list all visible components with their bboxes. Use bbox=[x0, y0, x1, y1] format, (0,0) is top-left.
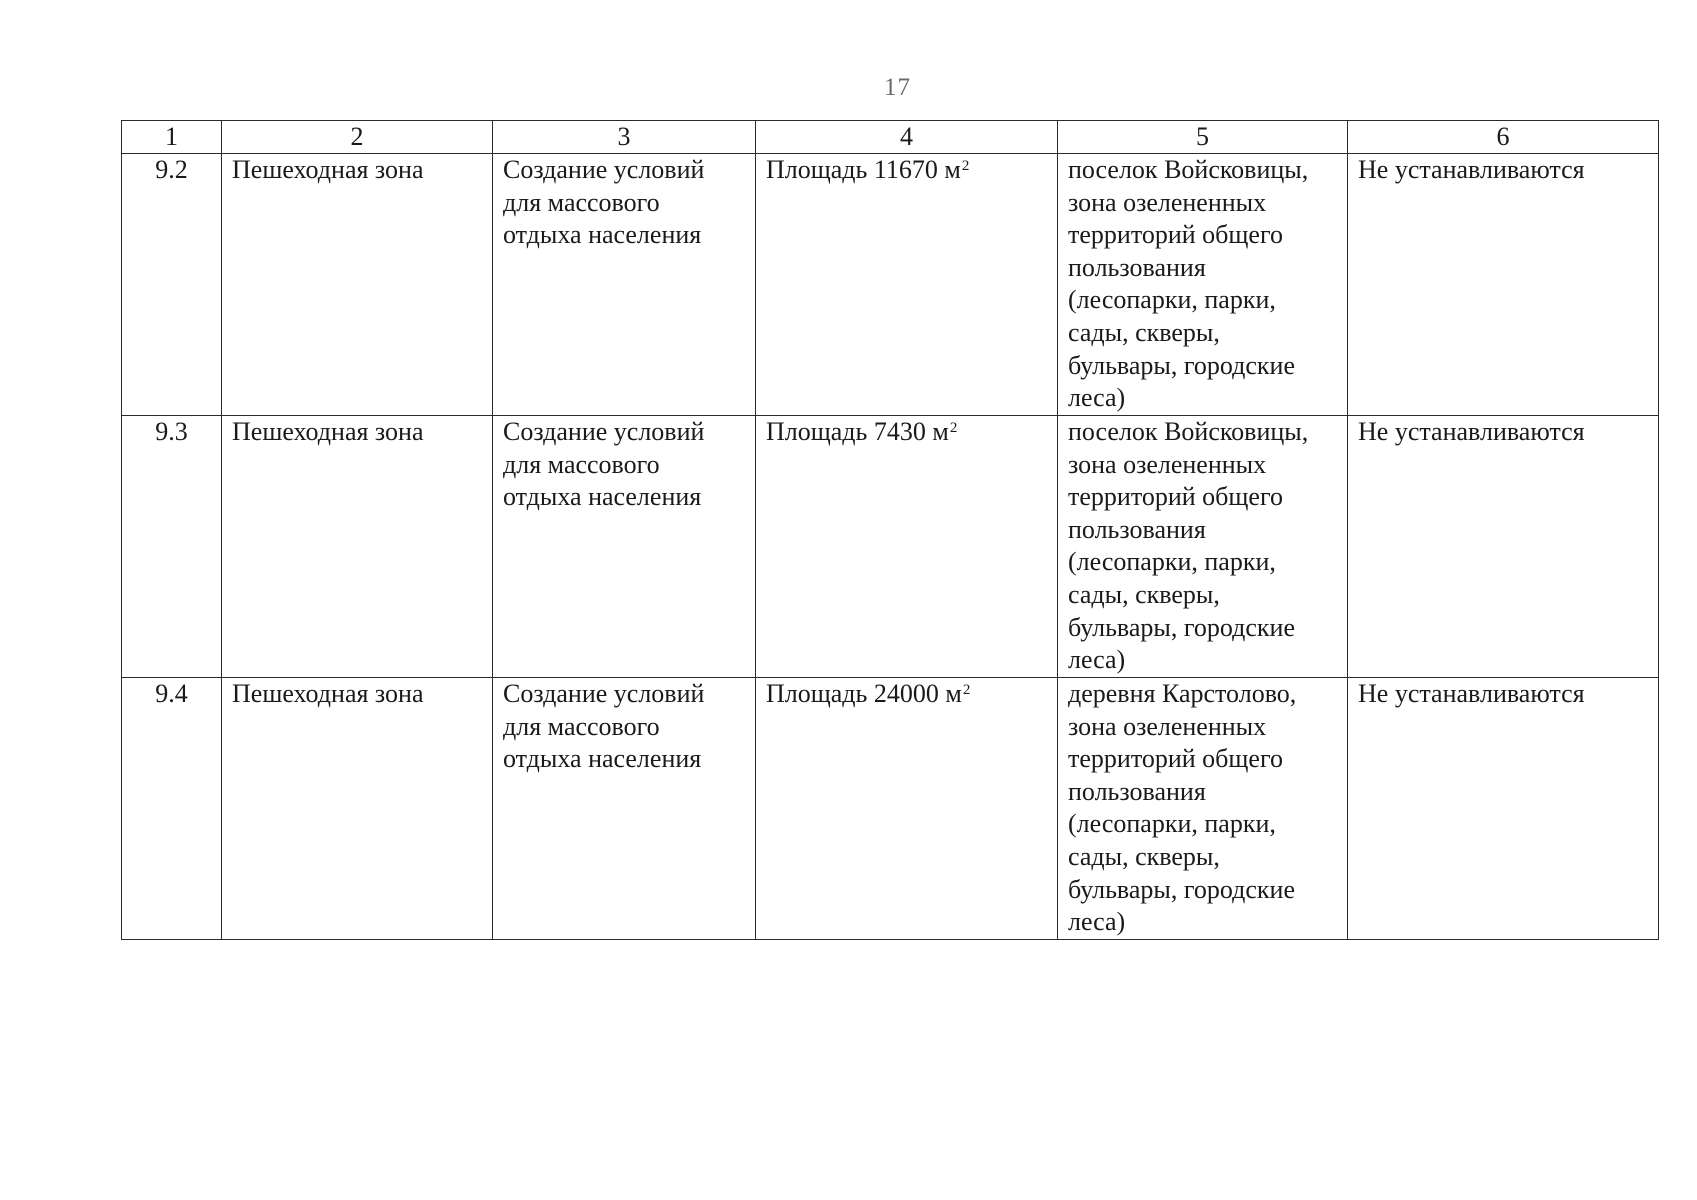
page-number: 17 bbox=[884, 74, 911, 101]
area-cell bbox=[756, 154, 1058, 416]
row-number-cell: 9.4 bbox=[122, 678, 222, 940]
purpose-cell: Создание условий для массового отдыха населения bbox=[493, 678, 756, 940]
restrictions-cell: Не устанавливаются bbox=[1348, 678, 1659, 940]
column-header-5: 5 bbox=[1058, 121, 1348, 154]
location-cell: поселок Войсковицы, зона озелененных территорий общего пользования (лесопарки, парки, сады, скверы, бульвары, городские леса) bbox=[1058, 154, 1348, 416]
area-cell bbox=[756, 678, 1058, 940]
column-header-2: 2 bbox=[222, 121, 493, 154]
area-cell bbox=[756, 416, 1058, 678]
restrictions-cell: Не устанавливаются bbox=[1348, 154, 1659, 416]
restrictions-cell: Не устанавливаются bbox=[1348, 416, 1659, 678]
purpose-cell: Создание условий для массового отдыха населения bbox=[493, 154, 756, 416]
column-header-1: 1 bbox=[122, 121, 222, 154]
zone-name-cell: Пешеходная зона bbox=[222, 154, 493, 416]
column-header-6: 6 bbox=[1348, 121, 1659, 154]
row-number-cell: 9.3 bbox=[122, 416, 222, 678]
column-header-3: 3 bbox=[493, 121, 756, 154]
zone-name-cell: Пешеходная зона bbox=[222, 416, 493, 678]
table-row bbox=[122, 678, 1659, 940]
area-text: Площадь 24000 м bbox=[766, 679, 962, 708]
column-header-4: 4 bbox=[756, 121, 1058, 154]
table-row bbox=[122, 416, 1659, 678]
location-cell: поселок Войсковицы, зона озелененных территорий общего пользования (лесопарки, парки, сады, скверы, бульвары, городские леса) bbox=[1058, 416, 1348, 678]
area-text: Площадь 11670 м bbox=[766, 155, 961, 184]
purpose-cell: Создание условий для массового отдыха населения bbox=[493, 416, 756, 678]
area-superscript: 2 bbox=[961, 158, 970, 174]
area-superscript: 2 bbox=[949, 420, 958, 436]
row-number-cell: 9.2 bbox=[122, 154, 222, 416]
location-cell: деревня Карстолово, зона озелененных территорий общего пользования (лесопарки, парки, сады, скверы, бульвары, городские леса) bbox=[1058, 678, 1348, 940]
zone-name-cell: Пешеходная зона bbox=[222, 678, 493, 940]
zones-table bbox=[121, 120, 1659, 940]
area-text: Площадь 7430 м bbox=[766, 417, 949, 446]
table-header-row bbox=[122, 121, 1659, 154]
table-row bbox=[122, 154, 1659, 416]
area-superscript: 2 bbox=[962, 682, 971, 698]
